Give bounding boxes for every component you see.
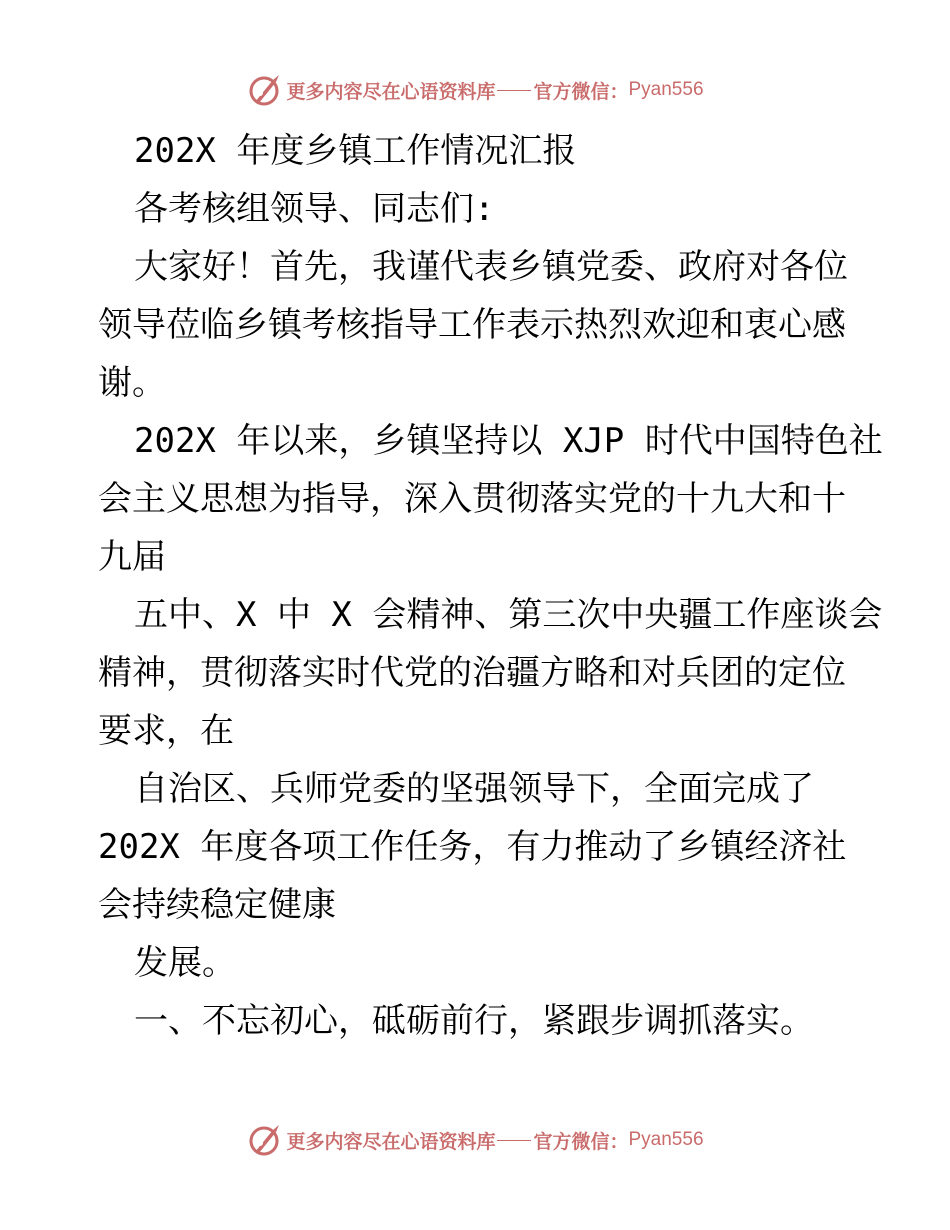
- paragraph-line: 大家好！首先，我谨代表乡镇党委、政府对各位: [134, 247, 848, 287]
- quill-logo-icon: [246, 1122, 282, 1158]
- paragraph-line: 九届: [98, 537, 166, 577]
- watermark-brand: 更多内容尽在心语资料库: [286, 1130, 496, 1153]
- paragraph-line: 发展。: [134, 943, 236, 983]
- section-heading: 一、不忘初心，砥砺前行，紧跟步调抓落实。: [134, 1001, 814, 1041]
- paragraph-line: 谢。: [98, 363, 166, 403]
- paragraph-line: 要求，在: [98, 711, 234, 751]
- paragraph-line: 领导莅临乡镇考核指导工作表示热烈欢迎和衷心感: [98, 305, 846, 345]
- document-title: 202X 年度乡镇工作情况汇报: [134, 131, 577, 171]
- paragraph-line: 会主义思想为指导，深入贯彻落实党的十九大和十: [98, 479, 846, 519]
- watermark-brand: 更多内容尽在心语资料库: [286, 80, 496, 103]
- paragraph-line: 202X 年以来，乡镇坚持以 XJP 时代中国特色社: [134, 421, 883, 461]
- paragraph-line: 五中、X 中 X 会精神、第三次中央疆工作座谈会: [134, 595, 883, 635]
- paragraph-line: 自治区、兵师党委的坚强领导下，全面完成了: [134, 769, 814, 809]
- paragraph-line: 202X 年度各项工作任务，有力推动了乡镇经济社: [98, 827, 847, 867]
- quill-logo-icon: [246, 72, 282, 108]
- watermark-wechat-label: 官方微信：: [533, 1130, 629, 1153]
- watermark-footer: [0, 1120, 950, 1160]
- paragraph-line: 精神，贯彻落实时代党的治疆方略和对兵团的定位: [98, 653, 846, 693]
- document-salutation: 各考核组领导、同志们:: [134, 189, 495, 229]
- paragraph-line: 会持续稳定健康: [98, 885, 336, 925]
- watermark-header: [0, 70, 950, 110]
- watermark-wechat-id: Pyan556: [628, 1129, 704, 1150]
- document-body: [98, 122, 883, 1050]
- watermark-dash: [497, 1140, 531, 1141]
- watermark-wechat-label: 官方微信：: [533, 80, 629, 103]
- watermark-dash: [497, 90, 531, 91]
- watermark-wechat-id: Pyan556: [628, 79, 704, 100]
